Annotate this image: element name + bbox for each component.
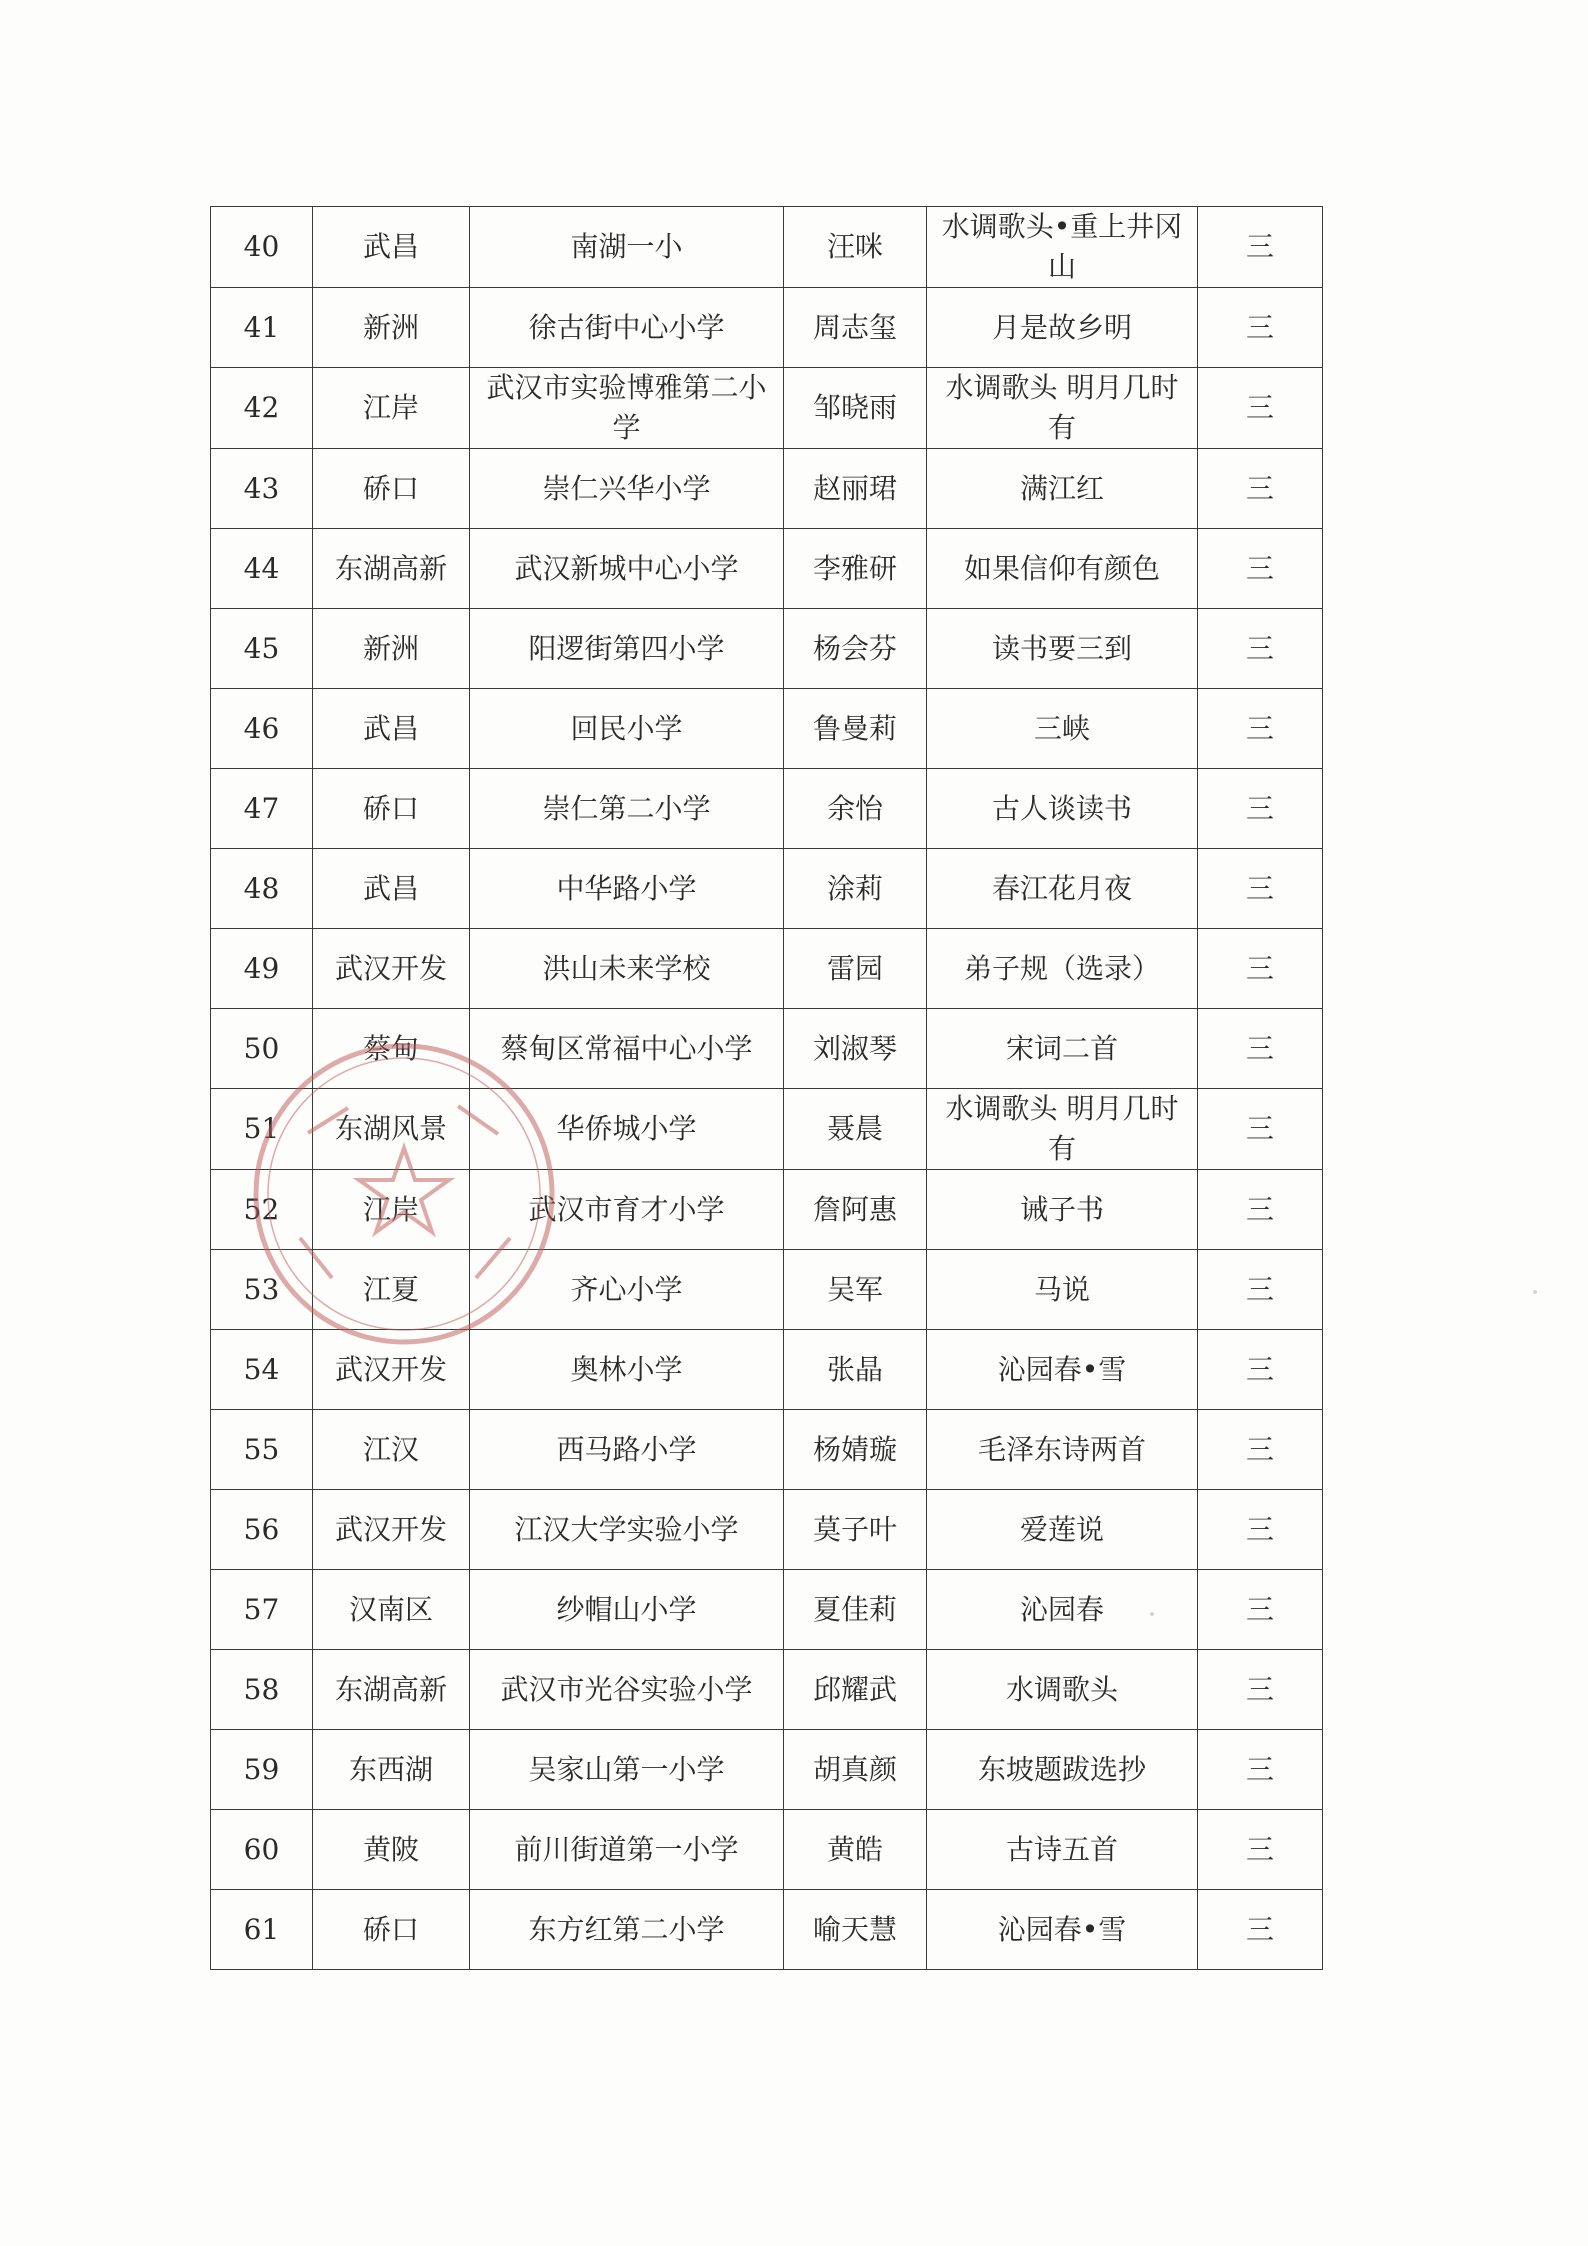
cell-number: 50	[211, 1009, 313, 1089]
cell-award-level: 三	[1198, 1410, 1323, 1490]
cell-district: 江夏	[313, 1250, 470, 1330]
cell-work-title: 宋词二首	[927, 1009, 1198, 1089]
cell-district: 东湖高新	[313, 529, 470, 609]
cell-district: 蔡甸	[313, 1009, 470, 1089]
cell-award-level: 三	[1198, 1490, 1323, 1570]
table-row	[211, 1170, 1323, 1250]
table-row	[211, 529, 1323, 609]
paper-speck	[1533, 1290, 1537, 1294]
cell-district: 武汉开发	[313, 929, 470, 1009]
cell-work-title: 水调歌头 明月几时有	[927, 1089, 1198, 1170]
cell-teacher-name: 赵丽珺	[784, 449, 927, 529]
cell-work-title: 爱莲说	[927, 1490, 1198, 1570]
awards-table	[210, 206, 1323, 1970]
cell-number: 47	[211, 769, 313, 849]
awards-table-body	[211, 207, 1323, 1970]
table-row	[211, 1250, 1323, 1330]
cell-award-level: 三	[1198, 1570, 1323, 1650]
cell-school: 崇仁第二小学	[470, 769, 784, 849]
cell-district: 武昌	[313, 849, 470, 929]
cell-award-level: 三	[1198, 929, 1323, 1009]
cell-award-level: 三	[1198, 288, 1323, 368]
cell-school: 武汉新城中心小学	[470, 529, 784, 609]
cell-teacher-name: 鲁曼莉	[784, 689, 927, 769]
cell-school: 西马路小学	[470, 1410, 784, 1490]
cell-award-level: 三	[1198, 1089, 1323, 1170]
table-row	[211, 1089, 1323, 1170]
table-row	[211, 1650, 1323, 1730]
cell-school: 前川街道第一小学	[470, 1810, 784, 1890]
cell-award-level: 三	[1198, 207, 1323, 288]
cell-school: 洪山未来学校	[470, 929, 784, 1009]
cell-work-title: 古人谈读书	[927, 769, 1198, 849]
cell-district: 武汉开发	[313, 1330, 470, 1410]
cell-school: 吴家山第一小学	[470, 1730, 784, 1810]
cell-district: 东西湖	[313, 1730, 470, 1810]
cell-teacher-name: 詹阿惠	[784, 1170, 927, 1250]
cell-work-title: 沁园春	[927, 1570, 1198, 1650]
cell-work-title: 月是故乡明	[927, 288, 1198, 368]
cell-number: 60	[211, 1810, 313, 1890]
cell-school: 崇仁兴华小学	[470, 449, 784, 529]
cell-number: 48	[211, 849, 313, 929]
cell-work-title: 水调歌头	[927, 1650, 1198, 1730]
cell-school: 蔡甸区常福中心小学	[470, 1009, 784, 1089]
cell-district: 东湖高新	[313, 1650, 470, 1730]
cell-number: 58	[211, 1650, 313, 1730]
cell-teacher-name: 李雅研	[784, 529, 927, 609]
paper-speck	[1150, 1612, 1154, 1616]
cell-school: 南湖一小	[470, 207, 784, 288]
table-row	[211, 849, 1323, 929]
cell-number: 46	[211, 689, 313, 769]
cell-work-title: 水调歌头•重上井冈山	[927, 207, 1198, 288]
cell-district: 新洲	[313, 288, 470, 368]
cell-teacher-name: 喻天慧	[784, 1890, 927, 1970]
cell-school: 武汉市光谷实验小学	[470, 1650, 784, 1730]
table-row	[211, 929, 1323, 1009]
cell-school: 江汉大学实验小学	[470, 1490, 784, 1570]
cell-teacher-name: 吴军	[784, 1250, 927, 1330]
cell-award-level: 三	[1198, 1170, 1323, 1250]
cell-work-title: 毛泽东诗两首	[927, 1410, 1198, 1490]
cell-teacher-name: 邹晓雨	[784, 368, 927, 449]
cell-school: 奥林小学	[470, 1330, 784, 1410]
table-row	[211, 449, 1323, 529]
cell-school: 武汉市育才小学	[470, 1170, 784, 1250]
cell-work-title: 水调歌头 明月几时有	[927, 368, 1198, 449]
cell-district: 江岸	[313, 1170, 470, 1250]
cell-school: 华侨城小学	[470, 1089, 784, 1170]
cell-number: 43	[211, 449, 313, 529]
cell-district: 硚口	[313, 1890, 470, 1970]
cell-work-title: 三峡	[927, 689, 1198, 769]
cell-number: 61	[211, 1890, 313, 1970]
cell-number: 56	[211, 1490, 313, 1570]
cell-number: 53	[211, 1250, 313, 1330]
cell-teacher-name: 夏佳莉	[784, 1570, 927, 1650]
cell-teacher-name: 雷园	[784, 929, 927, 1009]
table-row	[211, 1810, 1323, 1890]
table-row	[211, 689, 1323, 769]
cell-award-level: 三	[1198, 689, 1323, 769]
cell-district: 新洲	[313, 609, 470, 689]
table-row	[211, 368, 1323, 449]
cell-award-level: 三	[1198, 529, 1323, 609]
cell-teacher-name: 刘淑琴	[784, 1009, 927, 1089]
cell-award-level: 三	[1198, 1810, 1323, 1890]
cell-district: 江汉	[313, 1410, 470, 1490]
table-row	[211, 1330, 1323, 1410]
cell-teacher-name: 杨婧璇	[784, 1410, 927, 1490]
cell-work-title: 满江红	[927, 449, 1198, 529]
cell-number: 40	[211, 207, 313, 288]
cell-number: 54	[211, 1330, 313, 1410]
table-row	[211, 207, 1323, 288]
cell-award-level: 三	[1198, 368, 1323, 449]
table-row	[211, 1410, 1323, 1490]
cell-district: 汉南区	[313, 1570, 470, 1650]
cell-work-title: 读书要三到	[927, 609, 1198, 689]
cell-award-level: 三	[1198, 1650, 1323, 1730]
cell-number: 49	[211, 929, 313, 1009]
cell-award-level: 三	[1198, 449, 1323, 529]
cell-teacher-name: 周志玺	[784, 288, 927, 368]
cell-school: 阳逻街第四小学	[470, 609, 784, 689]
cell-number: 59	[211, 1730, 313, 1810]
cell-work-title: 东坡题跋选抄	[927, 1730, 1198, 1810]
cell-number: 44	[211, 529, 313, 609]
cell-work-title: 诫子书	[927, 1170, 1198, 1250]
cell-school: 齐心小学	[470, 1250, 784, 1330]
table-row	[211, 1890, 1323, 1970]
cell-number: 57	[211, 1570, 313, 1650]
cell-number: 55	[211, 1410, 313, 1490]
cell-number: 52	[211, 1170, 313, 1250]
cell-teacher-name: 杨会芬	[784, 609, 927, 689]
table-row	[211, 1730, 1323, 1810]
cell-award-level: 三	[1198, 609, 1323, 689]
cell-work-title: 春江花月夜	[927, 849, 1198, 929]
cell-teacher-name: 汪咪	[784, 207, 927, 288]
cell-teacher-name: 邱耀武	[784, 1650, 927, 1730]
table-row	[211, 288, 1323, 368]
cell-work-title: 古诗五首	[927, 1810, 1198, 1890]
cell-number: 45	[211, 609, 313, 689]
table-row	[211, 1009, 1323, 1089]
cell-school: 回民小学	[470, 689, 784, 769]
cell-award-level: 三	[1198, 1250, 1323, 1330]
cell-district: 黄陂	[313, 1810, 470, 1890]
cell-number: 41	[211, 288, 313, 368]
table-row	[211, 1570, 1323, 1650]
cell-district: 武昌	[313, 689, 470, 769]
cell-school: 武汉市实验博雅第二小学	[470, 368, 784, 449]
cell-teacher-name: 聂晨	[784, 1089, 927, 1170]
cell-district: 硚口	[313, 769, 470, 849]
cell-award-level: 三	[1198, 1890, 1323, 1970]
cell-teacher-name: 莫子叶	[784, 1490, 927, 1570]
cell-school: 徐古街中心小学	[470, 288, 784, 368]
table-row	[211, 1490, 1323, 1570]
cell-work-title: 沁园春•雪	[927, 1330, 1198, 1410]
table-row	[211, 609, 1323, 689]
cell-award-level: 三	[1198, 769, 1323, 849]
cell-number: 51	[211, 1089, 313, 1170]
cell-work-title: 沁园春•雪	[927, 1890, 1198, 1970]
cell-district: 武汉开发	[313, 1490, 470, 1570]
cell-teacher-name: 张晶	[784, 1330, 927, 1410]
table-row	[211, 769, 1323, 849]
cell-teacher-name: 胡真颜	[784, 1730, 927, 1810]
cell-school: 中华路小学	[470, 849, 784, 929]
cell-district: 硚口	[313, 449, 470, 529]
cell-teacher-name: 涂莉	[784, 849, 927, 929]
cell-work-title: 如果信仰有颜色	[927, 529, 1198, 609]
cell-teacher-name: 黄皓	[784, 1810, 927, 1890]
cell-work-title: 弟子规（选录）	[927, 929, 1198, 1009]
cell-district: 江岸	[313, 368, 470, 449]
cell-number: 42	[211, 368, 313, 449]
cell-work-title: 马说	[927, 1250, 1198, 1330]
cell-district: 东湖风景	[313, 1089, 470, 1170]
cell-school: 东方红第二小学	[470, 1890, 784, 1970]
cell-award-level: 三	[1198, 849, 1323, 929]
cell-award-level: 三	[1198, 1009, 1323, 1089]
cell-school: 纱帽山小学	[470, 1570, 784, 1650]
cell-district: 武昌	[313, 207, 470, 288]
cell-award-level: 三	[1198, 1330, 1323, 1410]
cell-award-level: 三	[1198, 1730, 1323, 1810]
cell-teacher-name: 余怡	[784, 769, 927, 849]
